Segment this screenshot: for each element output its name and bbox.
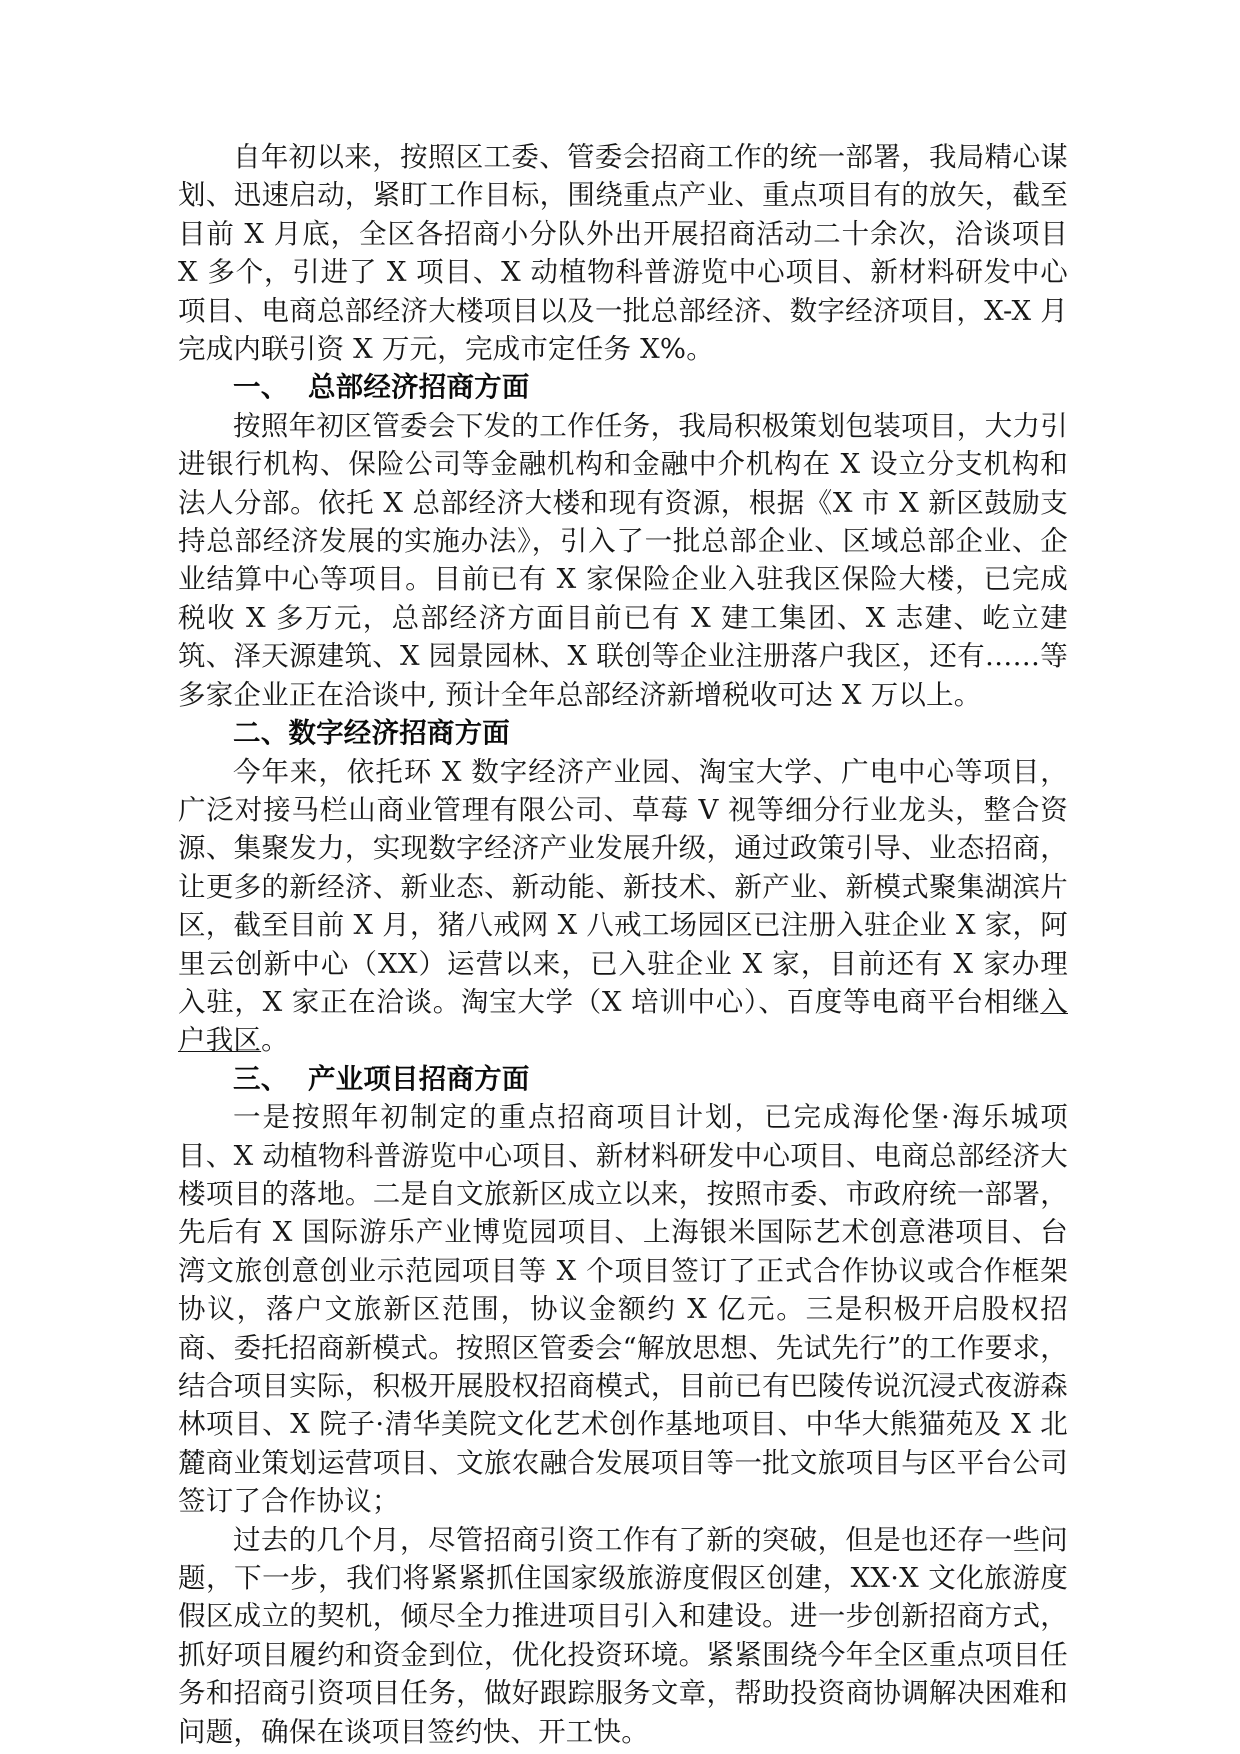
document-body (178, 138, 1068, 1751)
paragraph-section-2 (178, 753, 1068, 1060)
underlined-phrase: 入户我区 (178, 985, 1068, 1057)
paragraph-section-3: 一是按照年初制定的重点招商项目计划，已完成海伦堡·海乐城项目、X 动植物科普游览中心项目、新材料研发中心项目、电商总部经济大楼项目的落地。二是自文旅新区成立以来，按照市委、市政府统一部署，先后有 X 国际游乐产业博览园项目、上海银米国际艺术创意港项目、台湾文旅创意创业示范园项目等 X 个项目签订了正式合作协议或合作框架协议，落户文旅新区范围，协议金额约 X 亿元。三是积极开启股权招商、委托招商新模式。按照区管委会“解放思想、先试先行”的工作要求，结合项目实际，积极开展股权招商模式，目前已有巴陵传说沉浸式夜游森林项目、X 院子·清华美院文化艺术创作基地项目、中华大熊猫苑及 X 北麓商业策划运营项目、文旅农融合发展项目等一批文旅项目与区平台公司签订了合作协议； (178, 1101, 1068, 1518)
section-heading-3: 三、 产业项目招商方面 (233, 1062, 530, 1095)
paragraph-section-1: 按照年初区管委会下发的工作任务，我局积极策划包装项目，大力引进银行机构、保险公司等金融机构和金融中介机构在 X 设立分支机构和法人分部。依托 X 总部经济大楼和现有资源，根据《X 市 X 新区鼓励支持总部经济发展的实施办法》，引入了一批总部企业、区域总部企业、企业结算中心等项目。目前已有 X 家保险企业入驻我区保险大楼，已完成税收 X 多万元，总部经济方面目前已有 X 建工集团、X 志建、屹立建筑、泽天源建筑、X 园景园林、X 联创等企业注册落户我区，还有……等多家企业正在洽谈中, 预计全年总部经济新增税收可达 X 万以上。 (178, 409, 1068, 711)
paragraph-intro: 自年初以来，按照区工委、管委会招商工作的统一部署，我局精心谋划、迅速启动，紧盯工作目标，围绕重点产业、重点项目有的放矢，截至目前 X 月底，全区各招商小分队外出开展招商活动二十余次，洽谈项目 X 多个，引进了 X 项目、X 动植物科普游览中心项目、新材料研发中心项目、电商总部经济大楼项目以及一批总部经济、数字经济项目，X-X 月完成内联引资 X 万元，完成市定任务 X%。 (178, 141, 1068, 366)
paragraph-section-2-text-before-underline: 今年来，依托环 X 数字经济产业园、淘宝大学、广电中心等项目，广泛对接马栏山商业管理有限公司、草莓 V 视等细分行业龙头，整合资源、集聚发力，实现数字经济产业发展升级，通过政策引导、业态招商，让更多的新经济、新业态、新动能、新技术、新产业、新模式聚集湖滨片区，截至目前 X 月，猪八戒网 X 八戒工场园区已注册入驻企业 X 家，阿里云创新中心（XX）运营以来，已入驻企业 X 家，目前还有 X 家办理入驻，X 家正在洽谈。淘宝大学（X 培训中心）、百度等电商平台相继 (178, 755, 1068, 1018)
section-heading-2: 二、数字经济招商方面 (233, 717, 510, 750)
paragraph-section-2-text-after-underline: 。 (261, 1024, 289, 1057)
paragraph-closing: 过去的几个月，尽管招商引资工作有了新的突破，但是也还存一些问题，下一步，我们将紧紧抓住国家级旅游度假区创建，XX·X 文化旅游度假区成立的契机，倾尽全力推进项目引入和建设。进一步创新招商方式，抓好项目履约和资金到位，优化投资环境。紧紧围绕今年全区重点项目任务和招商引资项目任务，做好跟踪服务文章，帮助投资商协调解决困难和问题，确保在谈项目签约快、开工快。 (178, 1523, 1068, 1748)
section-heading-1: 一、 总部经济招商方面 (233, 371, 530, 404)
